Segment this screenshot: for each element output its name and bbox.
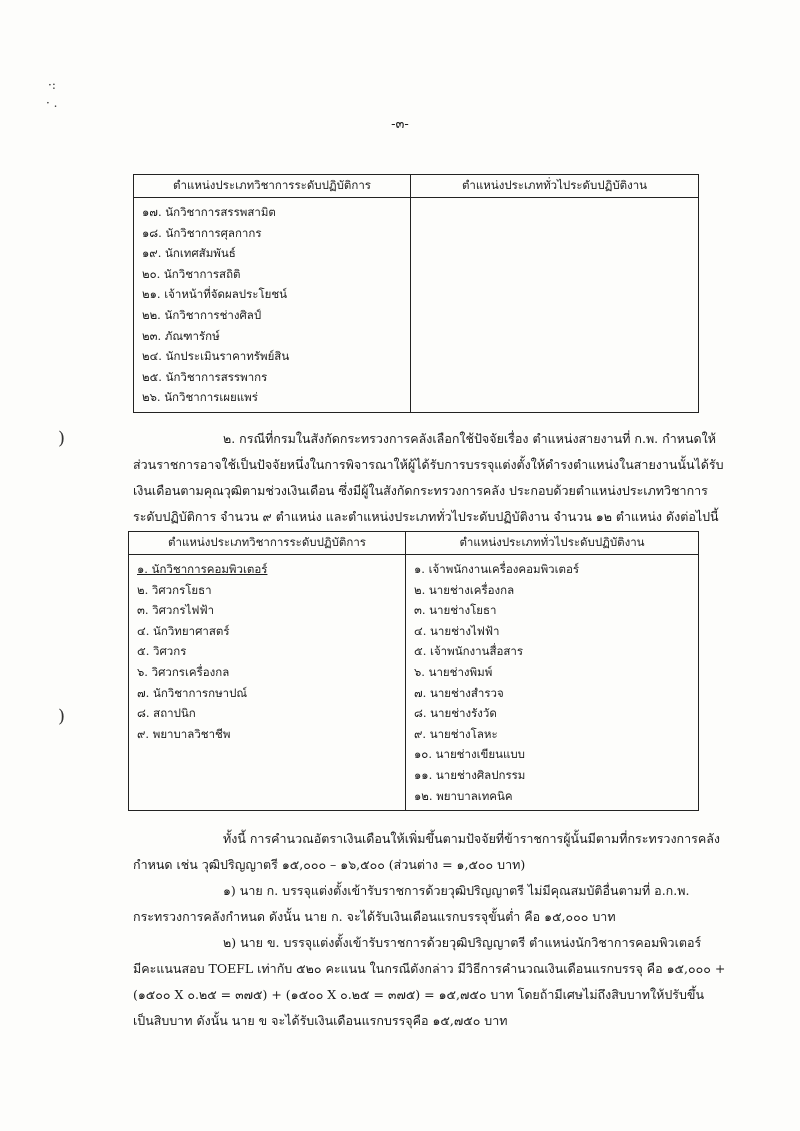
paragraph-line: มีคะแนนสอบ TOEFL เท่ากับ ๕๒๐ คะแนน ในกรณีดังกล่าว มีวิธีการคำนวณเงินเดือนแรกบรรจุ คือ ๑๕,๐๐๐ + (133, 961, 726, 976)
paragraph-line: ๒. กรณีที่กรมในสังกัดกระทรวงการคลังเลือกใช้ปัจจัยเรื่อง ตำแหน่งสายงานที่ ก.พ. กำหนดให้ (223, 431, 716, 446)
table2-header-academic: ตำแหน่งประเภทวิชาการระดับปฏิบัติการ (129, 532, 406, 555)
list-item: ๗. นักวิชาการกษาปณ์ (137, 685, 248, 700)
paragraph-line: ๒) นาย ข. บรรจุแต่งตั้งเข้ารับราชการด้วยวุฒิปริญญาตรี ตำแหน่งนักวิชาการคอมพิวเตอร์ (223, 935, 702, 950)
list-item: ๒๔. นักประเมินราคาทรัพย์สิน (142, 349, 290, 364)
list-item: ๑๑. นายช่างศิลปกรรม (414, 767, 526, 782)
list-item: ๒๖. นักวิชาการเผยแพร่ (142, 390, 258, 405)
page-number: -๓- (391, 117, 409, 132)
list-item: ๒๕. นักวิชาการสรรพากร (142, 369, 268, 384)
paragraph-line: เงินเดือนตามคุณวุฒิตามช่วงเงินเดือน ซึ่งมีผู้ในสังกัดกระทรวงการคลัง ประกอบด้วยตำแหน่งประเภทวิชาการ (133, 483, 708, 498)
paragraph-2 (133, 426, 724, 530)
list-item: ๒๒. นักวิชาการช่างศิลป์ (142, 307, 262, 322)
list-item: ๒๓. ภัณฑารักษ์ (142, 328, 220, 343)
list-item: ๓. นายช่างโยธา (414, 603, 497, 618)
paragraph-3 (133, 826, 726, 1034)
table1-header-academic: ตำแหน่งประเภทวิชาการระดับปฏิบัติการ (134, 175, 411, 198)
paragraph-line: กำหนด เช่น วุฒิปริญญาตรี ๑๕,๐๐๐ – ๑๖,๕๐๐ (ส่วนต่าง = ๑,๕๐๐ บาท) (133, 857, 526, 872)
paragraph-line: ส่วนราชการอาจใช้เป็นปัจจัยหนึ่งในการพิจารณาให้ผู้ได้รับการบรรจุแต่งตั้งให้ดำรงตำแหน่งในสายงานนั้นได้รับ (133, 457, 724, 472)
paragraph-line: ทั้งนี้ การคำนวณอัตราเงินเดือนให้เพิ่มขึ้นตามปัจจัยที่ข้าราชการผู้นั้นมีตามที่กระทรวงการคลัง (223, 831, 720, 846)
list-item: ๗. นายช่างสำรวจ (414, 685, 504, 700)
list-item: ๔. นายช่างไฟฟ้า (414, 623, 500, 638)
list-item: ๑๙. นักเทศสัมพันธ์ (142, 246, 236, 261)
list-item: ๑๐. นายช่างเขียนแบบ (414, 747, 525, 762)
list-item: ๕. เจ้าพนักงานสื่อสาร (414, 644, 524, 659)
list-item: ๑. นักวิชาการคอมพิวเตอร์ (137, 562, 268, 576)
list-item: ๒. นายช่างเครื่องกล (414, 582, 515, 597)
table2-general-list (406, 555, 699, 811)
positions-table-2 (128, 531, 699, 811)
list-item: ๖. วิศวกรเครื่องกล (137, 664, 230, 679)
paragraph-line: ๑) นาย ก. บรรจุแต่งตั้งเข้ารับราชการด้วยวุฒิปริญญาตรี ไม่มีคุณสมบัติอื่นตามที่ อ.ก.พ. (223, 883, 690, 898)
margin-mark: ) (58, 428, 66, 449)
list-item: ๙. พยาบาลวิชาชีพ (137, 726, 231, 741)
list-item: ๒๐. นักวิชาการสถิติ (142, 266, 241, 281)
list-item: ๙. นายช่างโลหะ (414, 726, 498, 741)
paragraph-line: กระทรวงการคลังกำหนด ดังนั้น นาย ก. จะได้รับเงินเดือนแรกบรรจุขั้นต่ำ คือ ๑๕,๐๐๐ บาท (133, 909, 616, 924)
table2-header-general: ตำแหน่งประเภททั่วไประดับปฏิบัติงาน (406, 532, 699, 555)
paragraph-line: เป็นสิบบาท ดังนั้น นาย ข จะได้รับเงินเดือนแรกบรรจุคือ ๑๕,๗๕๐ บาท (133, 1013, 508, 1028)
list-item: ๓. วิศวกรไฟฟ้า (137, 603, 215, 618)
list-item: ๕. วิศวกร (137, 644, 187, 659)
table1-general-list (411, 198, 699, 413)
scan-dots: · . (46, 96, 58, 110)
margin-mark: ) (58, 706, 66, 727)
table1-header-general: ตำแหน่งประเภททั่วไประดับปฏิบัติงาน (411, 175, 699, 198)
list-item: ๒. วิศวกรโยธา (137, 582, 212, 597)
list-item: ๑๒. พยาบาลเทคนิค (414, 788, 513, 803)
paragraph-line: (๑๕๐๐ X ๐.๒๕ = ๓๗๕) + (๑๕๐๐ X ๐.๒๕ = ๓๗๕) = ๑๕,๗๕๐ บาท โดยถ้ามีเศษไม่ถึงสิบบาทให้ปรับขึ้น (133, 987, 705, 1002)
paragraph-line: ระดับปฏิบัติการ จำนวน ๙ ตำแหน่ง และตำแหน่งประเภททั่วไประดับปฏิบัติงาน จำนวน ๑๒ ตำแหน่ง ดังต่อไปนี้ (133, 509, 719, 524)
list-item: ๑๗. นักวิชาการสรรพสามิต (142, 205, 276, 219)
list-item: ๘. นายช่างรังวัด (414, 706, 497, 721)
list-item: ๑. เจ้าพนักงานเครื่องคอมพิวเตอร์ (414, 562, 580, 576)
list-item: ๑๘. นักวิชาการศุลกากร (142, 225, 262, 240)
list-item: ๖. นายช่างพิมพ์ (414, 664, 493, 679)
list-item: ๔. นักวิทยาศาสตร์ (137, 623, 230, 638)
list-item: ๘. สถาปนิก (137, 706, 196, 721)
positions-table-1 (133, 174, 699, 413)
table1-academic-list (134, 198, 411, 413)
list-item: ๒๑. เจ้าหน้าที่จัดผลประโยชน์ (142, 287, 288, 302)
table2-academic-list (129, 555, 406, 811)
scan-dots: ·: (48, 78, 56, 92)
